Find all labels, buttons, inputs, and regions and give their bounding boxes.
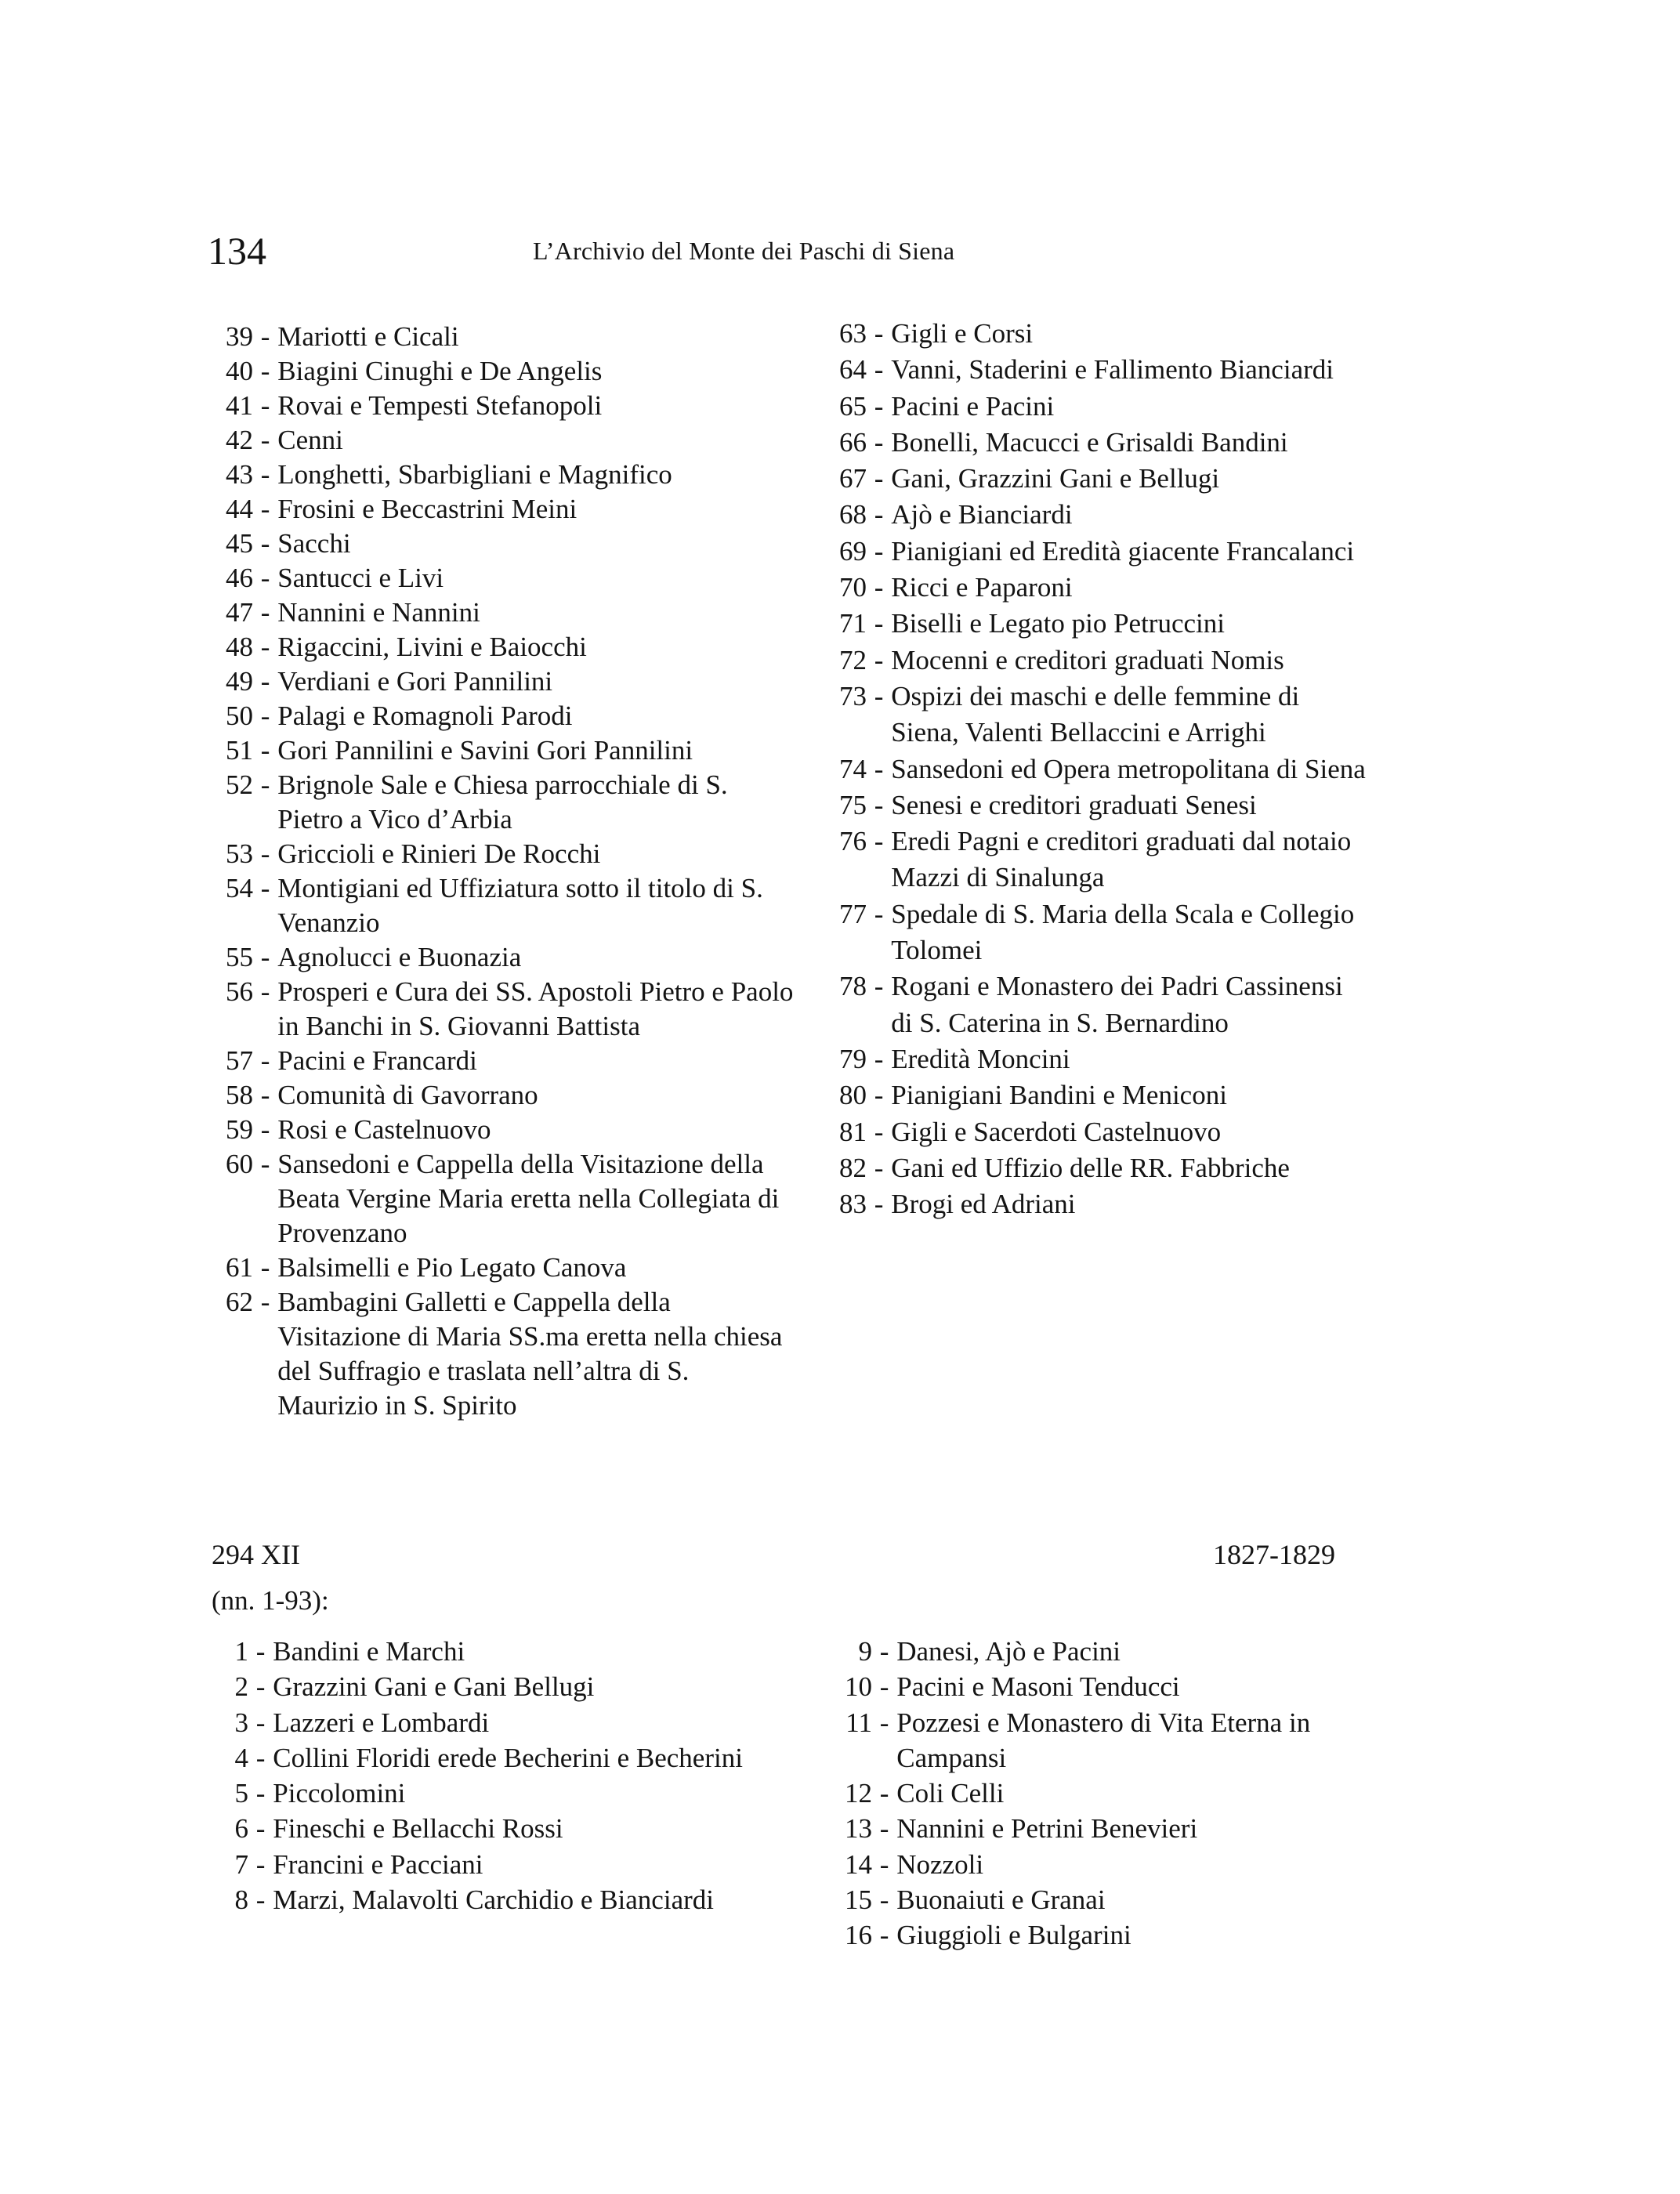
entry-separator: - (879, 1671, 889, 1703)
entry-separator: - (260, 1045, 270, 1076)
entry-text: Fineschi e Bellacchi Rossi (273, 1813, 563, 1845)
entry-separator: - (260, 1114, 270, 1145)
list-item (208, 1044, 803, 1078)
entry-number: 6 (234, 1813, 248, 1845)
series-dates: 1827-1829 (1213, 1539, 1335, 1570)
entry-separator: - (874, 971, 884, 1002)
entry-text: Griccioli e Rinieri De Rocchi (277, 838, 601, 869)
entry-number: 71 (839, 608, 867, 639)
entry-separator: - (260, 425, 270, 455)
entry-separator: - (255, 1742, 266, 1773)
list-item (208, 871, 803, 940)
entry-number: 46 (226, 563, 253, 593)
entry-separator: - (260, 390, 270, 421)
list-item (823, 679, 1418, 751)
entry-separator: - (260, 1287, 270, 1317)
entry-separator: - (260, 838, 270, 869)
entry-number: 57 (226, 1045, 253, 1076)
entry-separator: - (260, 942, 270, 972)
entry-number: 72 (839, 644, 867, 675)
list-item (823, 968, 1418, 1041)
list-item (823, 534, 1418, 570)
list-item (208, 1078, 803, 1113)
entry-separator: - (874, 826, 884, 857)
entry-number: 53 (226, 838, 253, 869)
list-item (823, 570, 1418, 606)
entry-text: Balsimelli e Pio Legato Canova (277, 1252, 627, 1283)
entry-separator: - (255, 1813, 266, 1845)
entry-separator: - (260, 494, 270, 524)
entry-text: Eredità Moncini (891, 1043, 1070, 1074)
entry-text: Palagi e Romagnoli Parodi (277, 701, 573, 731)
entry-separator: - (255, 1884, 266, 1916)
entry-text: Ajò e Bianciardi (891, 499, 1073, 530)
series-range: (nn. 1-93): (212, 1585, 329, 1616)
entry-separator: - (874, 1152, 884, 1183)
entry-number: 1 (234, 1636, 248, 1667)
entry-text: Longhetti, Sbarbigliani e Magnifico (277, 459, 672, 490)
entry-separator: - (874, 1080, 884, 1111)
list-item (827, 1705, 1422, 1776)
entry-text: Rogani e Monastero dei Padri Cassinensi di S. Caterina in S. Bernardino (891, 971, 1343, 1038)
entry-text: Prosperi e Cura dei SS. Apostoli Pietro e Paolo in Banchi in S. Giovanni Battista (277, 976, 794, 1041)
list-item (823, 1150, 1418, 1186)
entry-separator: - (260, 873, 270, 903)
entry-list-left-top (208, 320, 803, 1423)
entry-text: Pacini e Francardi (277, 1045, 477, 1076)
list-item (223, 1776, 819, 1811)
entry-number: 65 (839, 390, 867, 422)
entry-text: Nannini e Nannini (277, 597, 480, 628)
entry-text: Bandini e Marchi (273, 1636, 465, 1667)
list-item (823, 316, 1418, 352)
entry-separator: - (260, 1080, 270, 1110)
entry-text: Senesi e creditori graduati Senesi (891, 789, 1257, 820)
entry-separator: - (874, 608, 884, 639)
entry-text: Rigaccini, Livini e Baiocchi (277, 632, 587, 662)
entry-number: 56 (226, 976, 253, 1007)
entry-text: Brogi ed Adriani (891, 1189, 1076, 1220)
entry-text: Lazzeri e Lombardi (273, 1707, 490, 1738)
entry-separator: - (260, 459, 270, 490)
entry-number: 75 (839, 789, 867, 820)
entry-text: Brignole Sale e Chiesa parrocchiale di S. Pietro a Vico d’Arbia (277, 769, 728, 835)
entry-number: 8 (234, 1884, 248, 1916)
entry-number: 69 (839, 535, 867, 567)
entry-separator: - (879, 1707, 889, 1738)
entry-text: Bambagini Galletti e Cappella della Visitazione di Maria SS.ma eretta nella chiesa del Suffragio e traslata nell’altra di S. Maurizio in S. Spirito (277, 1287, 783, 1421)
list-item (823, 1114, 1418, 1150)
entry-text: Collini Floridi erede Becherini e Becherini (273, 1742, 743, 1773)
entry-number: 78 (839, 971, 867, 1002)
entry-number: 74 (839, 753, 867, 784)
entry-number: 60 (226, 1149, 253, 1179)
entry-number: 12 (845, 1778, 872, 1809)
list-item (823, 1077, 1418, 1113)
entry-separator: - (874, 680, 884, 711)
entry-text: Bonelli, Macucci e Grisaldi Bandini (891, 426, 1288, 458)
list-item (208, 561, 803, 596)
entry-number: 70 (839, 572, 867, 603)
entry-number: 83 (839, 1189, 867, 1220)
list-item (823, 824, 1418, 896)
list-item (823, 1186, 1418, 1222)
list-item (823, 751, 1418, 787)
entry-separator: - (874, 789, 884, 820)
entry-separator: - (879, 1848, 889, 1880)
entry-separator: - (874, 572, 884, 603)
entry-text: Montigiani ed Uffiziatura sotto il titolo di S. Venanzio (277, 873, 763, 938)
entry-separator: - (260, 666, 270, 697)
list-item (223, 1882, 819, 1917)
list-item (823, 425, 1418, 461)
list-item (823, 896, 1418, 969)
list-item (823, 1041, 1418, 1077)
entry-number: 9 (858, 1636, 872, 1667)
list-item (208, 630, 803, 664)
entry-text: Gigli e Sacerdoti Castelnuovo (891, 1116, 1222, 1147)
list-item (827, 1634, 1422, 1669)
list-item (208, 596, 803, 630)
entry-text: Frosini e Beccastrini Meini (277, 494, 578, 524)
entry-separator: - (874, 898, 884, 929)
entry-list-right-top (823, 316, 1418, 1222)
entry-separator: - (874, 318, 884, 349)
entry-number: 47 (226, 597, 253, 628)
entry-number: 5 (234, 1778, 248, 1809)
entry-separator: - (260, 563, 270, 593)
entry-text: Pacini e Masoni Tenducci (896, 1671, 1180, 1703)
entry-text: Marzi, Malavolti Carchidio e Bianciardi (273, 1884, 714, 1916)
entry-text: Santucci e Livi (277, 563, 444, 593)
list-item (208, 1147, 803, 1251)
entry-separator: - (879, 1920, 889, 1951)
entry-text: Giuggioli e Bulgarini (896, 1920, 1131, 1951)
entry-number: 3 (234, 1707, 248, 1738)
entry-text: Rosi e Castelnuovo (277, 1114, 491, 1145)
list-item (208, 1113, 803, 1147)
entry-number: 51 (226, 735, 253, 766)
entry-text: Biagini Cinughi e De Angelis (277, 356, 603, 386)
entry-separator: - (260, 356, 270, 386)
list-item (208, 527, 803, 561)
entry-text: Rovai e Tempesti Stefanopoli (277, 390, 603, 421)
entry-number: 50 (226, 701, 253, 731)
entry-separator: - (874, 390, 884, 422)
list-item (208, 768, 803, 837)
entry-separator: - (260, 701, 270, 731)
entry-number: 10 (845, 1671, 872, 1703)
list-item (208, 354, 803, 389)
entry-number: 64 (839, 354, 867, 386)
entry-separator: - (874, 426, 884, 458)
entry-text: Cenni (277, 425, 343, 455)
list-item (208, 1285, 803, 1423)
entry-text: Eredi Pagni e creditori graduati dal notaio Mazzi di Sinalunga (891, 826, 1352, 893)
entry-separator: - (260, 1252, 270, 1283)
list-item (208, 940, 803, 975)
entry-text: Francini e Pacciani (273, 1848, 483, 1880)
entry-number: 68 (839, 499, 867, 530)
entry-text: Nozzoli (896, 1848, 984, 1880)
list-item (208, 389, 803, 423)
entry-number: 13 (845, 1813, 872, 1845)
entry-separator: - (874, 535, 884, 567)
entry-separator: - (255, 1848, 266, 1880)
entry-separator: - (260, 597, 270, 628)
entry-separator: - (260, 769, 270, 800)
entry-number: 39 (226, 321, 253, 352)
list-item (208, 423, 803, 458)
entry-text: Sansedoni e Cappella della Visitazione della Beata Vergine Maria eretta nella Collegiata di Provenzano (277, 1149, 780, 1248)
entry-separator: - (255, 1778, 266, 1809)
entry-number: 80 (839, 1080, 867, 1111)
list-item (823, 787, 1418, 824)
page-number: 134 (208, 229, 266, 273)
entry-text: Grazzini Gani e Gani Bellugi (273, 1671, 595, 1703)
list-item (208, 458, 803, 492)
entry-number: 82 (839, 1152, 867, 1183)
entry-number: 77 (839, 898, 867, 929)
entry-text: Agnolucci e Buonazia (277, 942, 522, 972)
entry-separator: - (879, 1813, 889, 1845)
entry-number: 48 (226, 632, 253, 662)
entry-text: Mocenni e creditori graduati Nomis (891, 644, 1284, 675)
entry-number: 79 (839, 1043, 867, 1074)
entry-text: Gigli e Corsi (891, 318, 1034, 349)
entry-separator: - (874, 644, 884, 675)
entry-number: 73 (839, 680, 867, 711)
entry-number: 54 (226, 873, 253, 903)
entry-number: 61 (226, 1252, 253, 1283)
entry-number: 66 (839, 426, 867, 458)
list-item (223, 1669, 819, 1704)
list-item (823, 352, 1418, 388)
list-item (223, 1705, 819, 1740)
list-item (823, 497, 1418, 533)
entry-number: 76 (839, 826, 867, 857)
list-item (823, 606, 1418, 642)
list-item (827, 1847, 1422, 1882)
entry-number: 67 (839, 463, 867, 494)
entry-number: 41 (226, 390, 253, 421)
entry-separator: - (255, 1671, 266, 1703)
list-item (827, 1917, 1422, 1953)
list-item (823, 643, 1418, 679)
entry-text: Gani, Grazzini Gani e Bellugi (891, 463, 1220, 494)
entry-number: 63 (839, 318, 867, 349)
entry-separator: - (874, 1043, 884, 1074)
entry-text: Buonaiuti e Granai (896, 1884, 1106, 1916)
entry-separator: - (874, 499, 884, 530)
entry-text: Piccolomini (273, 1778, 406, 1809)
entry-list-right-bottom (827, 1634, 1422, 1953)
entry-text: Pozzesi e Monastero di Vita Eterna in Campansi (896, 1707, 1311, 1773)
entry-separator: - (879, 1636, 889, 1667)
entry-number: 14 (845, 1848, 872, 1880)
entry-separator: - (260, 632, 270, 662)
entry-number: 55 (226, 942, 253, 972)
entry-separator: - (874, 354, 884, 386)
entry-number: 11 (845, 1707, 872, 1738)
entry-separator: - (874, 1189, 884, 1220)
entry-text: Nannini e Petrini Benevieri (896, 1813, 1198, 1845)
entry-text: Comunità di Gavorrano (277, 1080, 538, 1110)
entry-text: Sansedoni ed Opera metropolitana di Siena (891, 753, 1366, 784)
entry-separator: - (260, 735, 270, 766)
entry-number: 42 (226, 425, 253, 455)
entry-separator: - (879, 1778, 889, 1809)
list-item (208, 1251, 803, 1285)
entry-separator: - (874, 753, 884, 784)
entry-text: Ricci e Paparoni (891, 572, 1073, 603)
running-title: L’Archivio del Monte dei Paschi di Siena (533, 237, 955, 265)
entry-number: 16 (845, 1920, 872, 1951)
entry-list-left-bottom (223, 1634, 819, 1917)
entry-number: 45 (226, 528, 253, 559)
entry-text: Pianigiani ed Eredità giacente Francalanci (891, 535, 1355, 567)
entry-separator: - (260, 1149, 270, 1179)
entry-number: 52 (226, 769, 253, 800)
list-item (223, 1847, 819, 1882)
list-item (827, 1776, 1422, 1811)
entry-text: Vanni, Staderini e Fallimento Bianciardi (891, 354, 1334, 386)
entry-text: Ospizi dei maschi e delle femmine di Siena, Valenti Bellaccini e Arrighi (891, 680, 1300, 748)
entry-number: 59 (226, 1114, 253, 1145)
entry-text: Sacchi (277, 528, 351, 559)
entry-separator: - (879, 1884, 889, 1916)
entry-text: Coli Celli (896, 1778, 1005, 1809)
list-item (827, 1811, 1422, 1846)
entry-number: 7 (234, 1848, 248, 1880)
list-item (208, 733, 803, 768)
entry-separator: - (260, 321, 270, 352)
entry-number: 4 (234, 1742, 248, 1773)
entry-text: Verdiani e Gori Pannilini (277, 666, 553, 697)
list-item (823, 389, 1418, 425)
entry-separator: - (874, 1116, 884, 1147)
list-item (208, 699, 803, 733)
entry-number: 43 (226, 459, 253, 490)
entry-separator: - (255, 1636, 266, 1667)
entry-text: Gori Pannilini e Savini Gori Pannilini (277, 735, 693, 766)
entry-text: Mariotti e Cicali (277, 321, 459, 352)
entry-separator: - (260, 976, 270, 1007)
list-item (827, 1882, 1422, 1917)
entry-text: Gani ed Uffizio delle RR. Fabbriche (891, 1152, 1290, 1183)
entry-text: Spedale di S. Maria della Scala e Collegio Tolomei (891, 898, 1355, 966)
list-item (208, 492, 803, 527)
entry-number: 2 (234, 1671, 248, 1703)
list-item (223, 1811, 819, 1846)
list-item (208, 320, 803, 354)
entry-number: 58 (226, 1080, 253, 1110)
entry-separator: - (260, 528, 270, 559)
list-item (223, 1634, 819, 1669)
entry-number: 49 (226, 666, 253, 697)
entry-text: Danesi, Ajò e Pacini (896, 1636, 1121, 1667)
list-item (827, 1669, 1422, 1704)
entry-text: Pacini e Pacini (891, 390, 1055, 422)
entry-text: Pianigiani Bandini e Meniconi (891, 1080, 1227, 1111)
entry-separator: - (874, 463, 884, 494)
entry-number: 62 (226, 1287, 253, 1317)
list-item (208, 664, 803, 699)
entry-number: 44 (226, 494, 253, 524)
list-item (208, 837, 803, 871)
entry-separator: - (255, 1707, 266, 1738)
list-item (823, 461, 1418, 497)
series-code: 294 XII (212, 1539, 300, 1570)
entry-text: Biselli e Legato pio Petruccini (891, 608, 1225, 639)
list-item (223, 1740, 819, 1776)
entry-number: 81 (839, 1116, 867, 1147)
entry-number: 40 (226, 356, 253, 386)
list-item (208, 975, 803, 1044)
entry-number: 15 (845, 1884, 872, 1916)
